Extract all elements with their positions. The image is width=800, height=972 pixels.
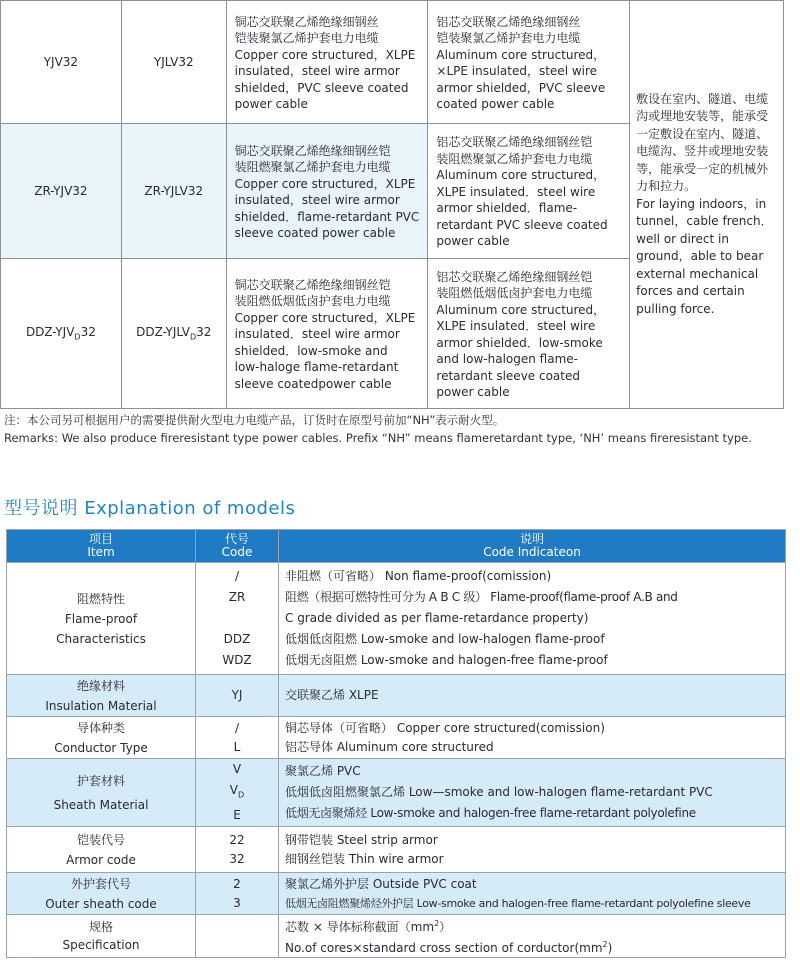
product-table <box>0 0 784 409</box>
item-cell: 护套材料 Sheath Material <box>7 759 196 827</box>
info-cell: 交联聚乙烯 XLPE <box>279 675 786 717</box>
model-copper: DDZ-$YJV_D32$ <box>1 259 122 409</box>
item-cell: 铠装代号 Armor code <box>7 827 196 873</box>
item-cell: 绝缘材料 Insulation Material <box>7 675 196 717</box>
usage-description: 敷设在室内、隧道、电缆 沟或埋地安装等，能承受 一定敷设在室内、隧道、 电缆沟、竖井或埋地安装 等，能承受一定的机械外 力和拉力。 For laying indoors，in tunnel，cable french． well or direct in ground，able to bear external mechanical forces and certain pulling force. <box>630 1 784 409</box>
model-row-insulation <box>7 675 786 717</box>
section-heading: 型号说明 Explanation of models <box>4 498 296 519</box>
code-cell <box>196 915 279 958</box>
code-cell: YJ <box>196 675 279 717</box>
info-cell: 聚氯乙烯 PVC 低烟低卤阻燃聚氯乙烯 Low—smoke and low-halogen flame-retardant PVC 低烟无卤聚烯烃 Low-smoke and halogen-free flame-retardant polyolefine <box>279 759 786 827</box>
item-cell: 规格 Specification <box>7 915 196 958</box>
item-cell: 导体种类 Conductor Type <box>7 717 196 759</box>
info-cell: 芯数 × 导体标称截面$(mm^2)$ No.of cores×standard cross section of $corductor(mm^2)$ <box>279 915 786 958</box>
code-cell: 2 3 <box>196 873 279 915</box>
model-row-outer-sheath <box>7 873 786 915</box>
aluminum-description: 铝芯交联聚乙烯绝缘细钢丝 铠装聚氯乙烯护套电力电缆 Aluminum core structured， ×LPE insulated，steel wire armor shielded，PVC sleeve coated power cable <box>428 1 630 124</box>
item-cell: 阻燃特性 Flame-proof Characteristics <box>7 563 196 675</box>
copper-description: 铜芯交联聚乙烯绝缘细钢丝铠 装阻燃聚氯乙烯护套电力电缆 Copper core structured，XLPE insulated，steel wire armor shielded．flame-retardant PVC sleeve coated power cable <box>226 124 428 259</box>
model-aluminum: DDZ-$YJLV_D32$ <box>121 259 226 409</box>
copper-description: 铜芯交联聚乙烯绝缘细钢丝铠 装阻燃低烟低卤护套电力电缆 Copper core structured，XLPE insulated．steel wire armor shielded．low-smoke and low-haloge flame-retardant sleeve coatedpower cable <box>226 259 428 409</box>
remarks <box>4 411 788 447</box>
code-cell: / L <box>196 717 279 759</box>
aluminum-description: 铝芯交联聚乙烯绝缘细钢丝铠 装阻燃聚氯乙烯护套电力电缆 Aluminum core structured， XLPE insulated．steel wire armor shielded．flame- retardant PVC sleeve coated power cable <box>428 124 630 259</box>
header-item: 项目 Item <box>7 530 196 563</box>
item-cell: 外护套代号 Outer sheath code <box>7 873 196 915</box>
info-cell: 钢带铠装 Steel strip armor 细钢丝铠装 Thin wire armor <box>279 827 786 873</box>
models-table <box>6 529 786 958</box>
code-cell: / ZR DDZ WDZ <box>196 563 279 675</box>
info-cell: 聚氯乙烯外护层 Outside PVC coat 低烟无卤阻燃聚烯烃外护层 Low-smoke and halogen-free flame-retardant polyolefine sleeve <box>279 873 786 915</box>
product-row <box>1 1 784 124</box>
code-cell: V $V_D$ E <box>196 759 279 827</box>
model-aluminum: ZR-YJLV32 <box>121 124 226 259</box>
copper-description: 铜芯交联聚乙烯绝缘细钢丝 铠装聚氯乙烯护套电力电缆 Copper core structured，XLPE insulated，steel wire armor shielded，PVC sleeve coated power cable <box>226 1 428 124</box>
remarks-en: Remarks: We also produce fireresistant type power cables. Prefix “NH” means flameretardant type, ‘NH’ means fireresistant type. <box>4 431 752 445</box>
model-row-armor <box>7 827 786 873</box>
header-code: 代号 Code <box>196 530 279 563</box>
model-row-specification <box>7 915 786 958</box>
model-row-sheath <box>7 759 786 827</box>
remarks-cn: 注：本公司另可根据用户的需要提供耐火型电力电缆产品，订货时在原型号前加“NH”表示耐火型。 <box>4 413 505 427</box>
code-cell: 22 32 <box>196 827 279 873</box>
model-copper: YJV32 <box>1 1 122 124</box>
info-cell: 铜芯导体（可省略） Copper core structured(comission) 铝芯导体 Aluminum core structured <box>279 717 786 759</box>
model-copper: ZR-YJV32 <box>1 124 122 259</box>
model-row-conductor <box>7 717 786 759</box>
aluminum-description: 铝芯交联聚乙烯绝缘细钢丝铠 装阻燃低烟低卤护套电力电缆 Aluminum core structured， XLPE insulated．steel wire armor shielded．low-smoke and low-halogen flame- retardant sleeve coated power cable <box>428 259 630 409</box>
model-row-flame-proof <box>7 563 786 675</box>
header-info: 说明 Code Indicateon <box>279 530 786 563</box>
model-aluminum: YJLV32 <box>121 1 226 124</box>
info-cell: 非阻燃（可省略） Non flame-proof(comission) 阻燃（根据可燃特性可分为 A B C 级） Flame-proof(flame-proof A.B and C grade divided as per flame-retardance property) 低烟低卤阻燃 Low-smoke and low-halogen flame-proof 低烟无卤阻燃 Low-smoke and halogen-free flame-proof <box>279 563 786 675</box>
